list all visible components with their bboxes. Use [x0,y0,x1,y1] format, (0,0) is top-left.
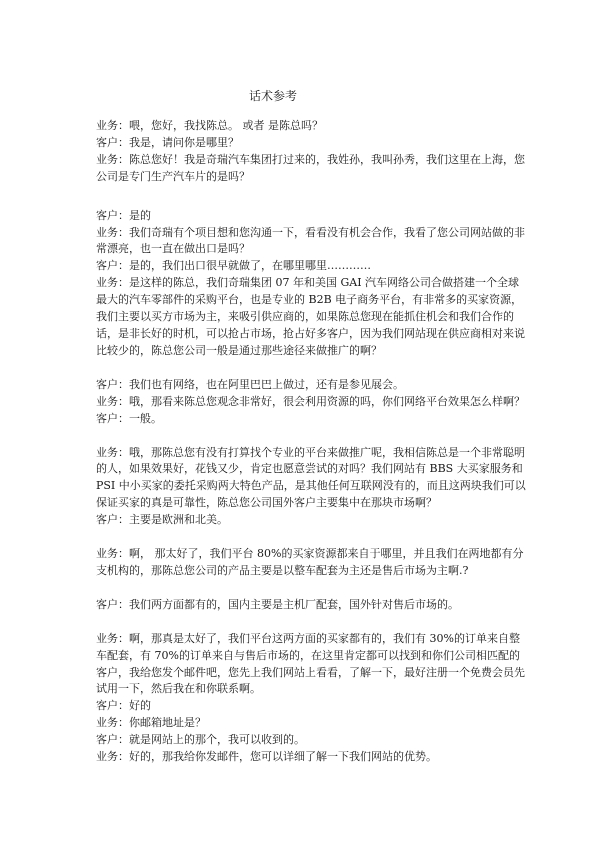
dialogue-line [96,225,530,259]
utterance-text: 哦，那看来陈总您观念非常好，很会利用资源的吗，你们网络平台效果怎么样啊？ [129,394,525,408]
utterance-text: 好的，那我给你发邮件，您可以详细了解一下我们网站的优势。 [129,750,437,764]
paragraph-gap [96,360,530,377]
dialogue-line [96,275,530,360]
paragraph-gap [96,428,530,445]
dialogue-line [96,394,530,411]
speaker-label: 业务： [96,445,129,459]
page-title: 话术参考 [248,89,297,103]
dialogue-line [96,749,530,766]
dialogue-line [96,445,530,513]
utterance-text: 我们也有网络，也在阿里巴巴上做过，还有是参见展会。 [129,377,404,391]
speaker-label: 业务： [96,716,129,730]
utterance-text: 好的 [129,699,151,713]
paragraph-gap [96,186,530,208]
dialogue-line [96,546,530,580]
speaker-label: 客户： [96,733,129,747]
speaker-label: 业务： [96,750,129,764]
speaker-label: 业务： [96,152,129,166]
dialogue-line [96,152,530,186]
dialogue-line [96,698,530,715]
speaker-label: 业务： [96,225,129,239]
dialogue-line [96,715,530,732]
speaker-label: 业务： [96,276,129,290]
speaker-label: 客户： [96,208,129,222]
utterance-text: 我们奇瑞有个项目想和您沟通一下，看看没有机会合作，我看了您公司网站做的非常漂亮，也一直在做出口是吗？ [96,225,525,256]
utterance-text: 是的 [129,208,151,222]
utterance-text: 喂，您好，我找陈总。 或者 是陈总吗？ [129,119,323,132]
dialogue-line [96,208,530,225]
speaker-label: 客户： [96,597,129,611]
dialogue-line [96,118,530,135]
speaker-label: 业务： [96,547,129,561]
speaker-label: 业务： [96,631,129,645]
utterance-text: 啊， 那太好了，我们平台 80%的买家资源都来自于哪里，并且我们在两地都有分支机构的，那陈总您公司的产品主要是以整车配套为主还是售后市场为主啊.? [96,547,524,577]
speaker-label: 客户： [96,411,129,425]
utterance-text: 我是，请问你是哪里？ [129,135,239,149]
dialogue-line [96,258,530,275]
speaker-label: 客户： [96,699,129,713]
dialogue-line [96,732,530,749]
speaker-label: 业务： [96,119,129,132]
speaker-label: 客户： [96,259,129,273]
speaker-label: 客户： [96,513,129,527]
utterance-text: 啊，那真是太好了，我们平台这两方面的买家都有的，我们有 30%的订单来自整车配套，有 70%的订单来自与售后市场的，在这里肯定都可以找到和你们公司相匹配的客户，我给您发个邮件吧，您先上我们网站上看看，了解一下，最好注册一个免费会员先试用一下，然后我在和你联系啊。 [96,631,525,696]
utterance-text: 哦，那陈总您有没有打算找个专业的平台来做推广呢，我相信陈总是一个非常聪明的人，如果效果好，花钱又少，肯定也愿意尝试的对吗？我们网站有 BBS 大买家服务和 PSI 中小买家的委托采购两大特色产品，是其他任何互联网没有的，而且这两块我们可以保证买家的真是可靠性，陈总您公司国外客户主要集中在那块市场啊？ [96,445,526,510]
utterance-text: 陈总您好！我是奇瑞汽车集团打过来的，我姓孙，我叫孙秀，我们这里在上海，您公司是专门生产汽车片的是吗？ [96,152,525,183]
utterance-text: 就是网站上的那个，我可以收到的。 [129,733,305,747]
utterance-text: 我们两方面都有的，国内主要是主机厂配套，国外针对售后市场的。 [129,597,459,611]
dialogue-line [96,631,530,699]
speaker-label: 业务： [96,394,129,408]
dialogue-line [96,411,530,428]
utterance-text: 你邮箱地址是？ [129,716,206,730]
dialogue-line [96,597,530,614]
paragraph-gap [96,580,530,597]
speaker-label: 客户： [96,377,129,391]
dialogue-line [96,135,530,152]
speaker-label: 客户： [96,135,129,149]
utterance-text: 是这样的陈总，我们奇瑞集团 07 年和美国 GAI 汽车网络公司合做搭建一个全球最大的汽车零部件的采购平台，也是专业的 B2B 电子商务平台，有非常多的买家资源，我们主要以买方市场为主，来吸引供应商的，如果陈总您现在能抓住机会和我们合作的话，是非长好的时机，可以抢占市场，抢占好多客户，因为我们网站现在供应商相对来说比较少的，陈总您公司一般是通过那些途径来做推广的啊？ [96,276,525,357]
paragraph-gap [96,529,530,546]
dialogue-line [96,377,530,394]
dialogue-line [96,512,530,529]
utterance-text: 一般。 [129,411,162,425]
paragraph-gap [96,614,530,631]
utterance-text: 主要是欧洲和北美。 [129,513,228,527]
utterance-text: 是的，我们出口很早就做了，在哪里哪里………… [129,259,371,273]
